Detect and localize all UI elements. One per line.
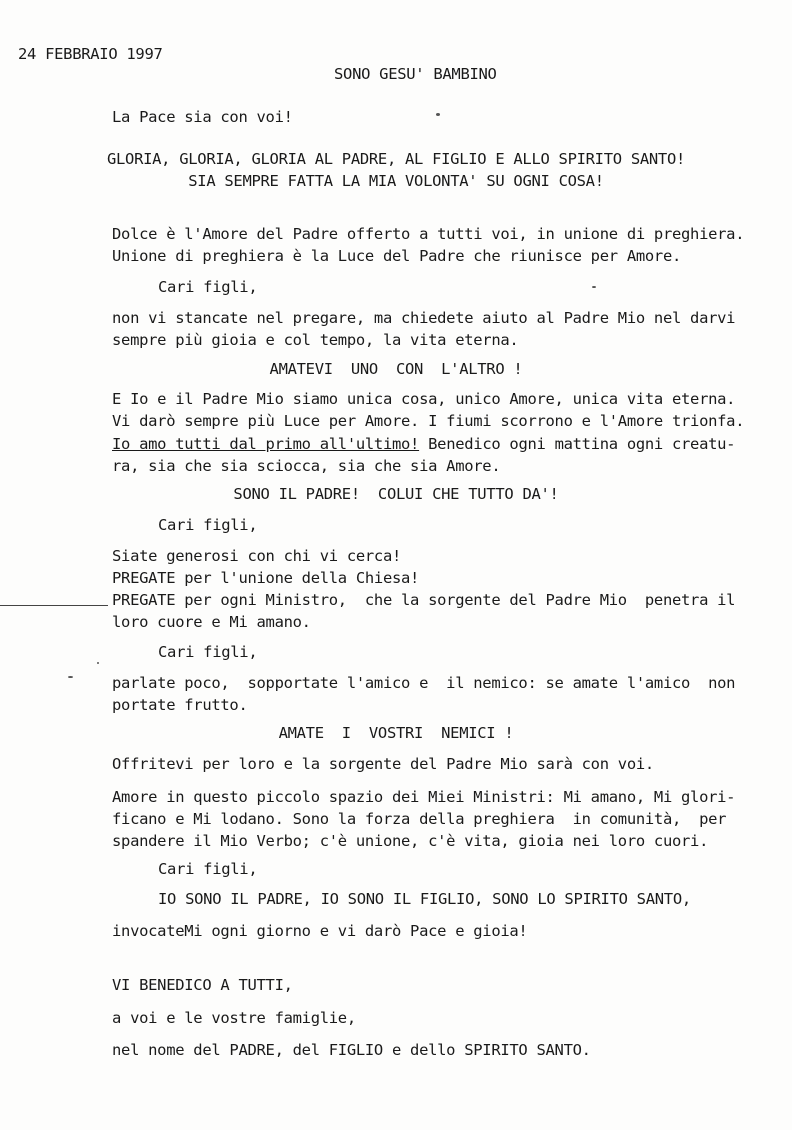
- scan-speck: [97, 662, 99, 664]
- scan-speck: [68, 676, 73, 678]
- paragraph-1-line-1: Dolce è l'Amore del Padre offerto a tutti voi, in unione di preghiera.: [112, 225, 745, 243]
- paragraph-4-line-4: loro cuore e Mi amano.: [112, 613, 311, 631]
- salutation-1: Cari figli,: [158, 278, 258, 296]
- blessing-line-2: a voi e le vostre famiglie,: [112, 1009, 356, 1027]
- paragraph-7-line-1: Amore in questo piccolo spazio dei Miei Ministri: Mi amano, Mi glori-: [112, 788, 736, 806]
- invocation-line: invocateMi ogni giorno e vi darò Pace e gioia!: [112, 922, 528, 940]
- salutation-3: Cari figli,: [158, 643, 258, 661]
- gloria-line-1: GLORIA, GLORIA, GLORIA AL PADRE, AL FIGLIO E ALLO SPIRITO SANTO!: [106, 150, 686, 168]
- paragraph-5-line-2: portate frutto.: [112, 696, 248, 714]
- paragraph-3-line-3-rest: Benedico ogni mattina ogni creatu-: [419, 435, 736, 453]
- salutation-2: Cari figli,: [158, 516, 258, 534]
- paragraph-6: Offritevi per loro e la sorgente del Padre Mio sarà con voi.: [112, 755, 654, 773]
- paragraph-3-line-3: [112, 434, 735, 454]
- paragraph-7-line-3: spandere il Mio Verbo; c'è unione, c'è vita, gioia nei loro cuori.: [112, 832, 709, 850]
- document-title: SONO GESU' BAMBINO: [334, 65, 497, 83]
- blessing-line-3: nel nome del PADRE, del FIGLIO e dello SPIRITO SANTO.: [112, 1041, 591, 1059]
- underlined-phrase: Io amo tutti dal primo all'ultimo!: [112, 435, 420, 453]
- paragraph-1-line-2: Unione di preghiera è la Luce del Padre che riunisce per Amore.: [112, 247, 682, 265]
- paragraph-4-line-2: PREGATE per l'unione della Chiesa!: [112, 569, 420, 587]
- paragraph-3-line-4: ra, sia che sia sciocca, sia che sia Amore.: [112, 457, 501, 475]
- blessing-line-1: VI BENEDICO A TUTTI,: [112, 976, 293, 994]
- paragraph-7-line-2: ficano e Mi lodano. Sono la forza della preghiera in comunità, per: [112, 810, 727, 828]
- paragraph-2-line-1: non vi stancate nel pregare, ma chiedete aiuto al Padre Mio nel darvi: [112, 309, 736, 327]
- scan-speck: [592, 286, 596, 288]
- scan-speck: [436, 113, 440, 116]
- scan-margin-mark: [0, 605, 108, 606]
- document-date: 24 FEBBRAIO 1997: [18, 45, 163, 63]
- paragraph-4-line-3: PREGATE per ogni Ministro, che la sorgente del Padre Mio penetra il: [112, 591, 736, 609]
- paragraph-5-line-1: parlate poco, sopportate l'amico e il nemico: se amate l'amico non: [112, 674, 736, 692]
- paragraph-2-line-2: sempre più gioia e col tempo, la vita eterna.: [112, 331, 519, 349]
- trinity-line: IO SONO IL PADRE, IO SONO IL FIGLIO, SONO LO SPIRITO SANTO,: [158, 890, 691, 908]
- heading-sono-il-padre: SONO IL PADRE! COLUI CHE TUTTO DA'!: [233, 485, 559, 503]
- greeting: La Pace sia con voi!: [112, 108, 293, 126]
- paragraph-3-line-1: E Io e il Padre Mio siamo unica cosa, unico Amore, unica vita eterna.: [112, 390, 736, 408]
- heading-amatevi: AMATEVI UNO CON L'ALTRO !: [269, 360, 523, 378]
- heading-amate-nemici: AMATE I VOSTRI NEMICI !: [278, 724, 514, 742]
- paragraph-4-line-1: Siate generosi con chi vi cerca!: [112, 547, 402, 565]
- gloria-line-2: SIA SEMPRE FATTA LA MIA VOLONTA' SU OGNI COSA!: [188, 172, 604, 190]
- paragraph-3-line-2: Vi darò sempre più Luce per Amore. I fiumi scorrono e l'Amore trionfa.: [112, 412, 745, 430]
- salutation-4: Cari figli,: [158, 860, 258, 878]
